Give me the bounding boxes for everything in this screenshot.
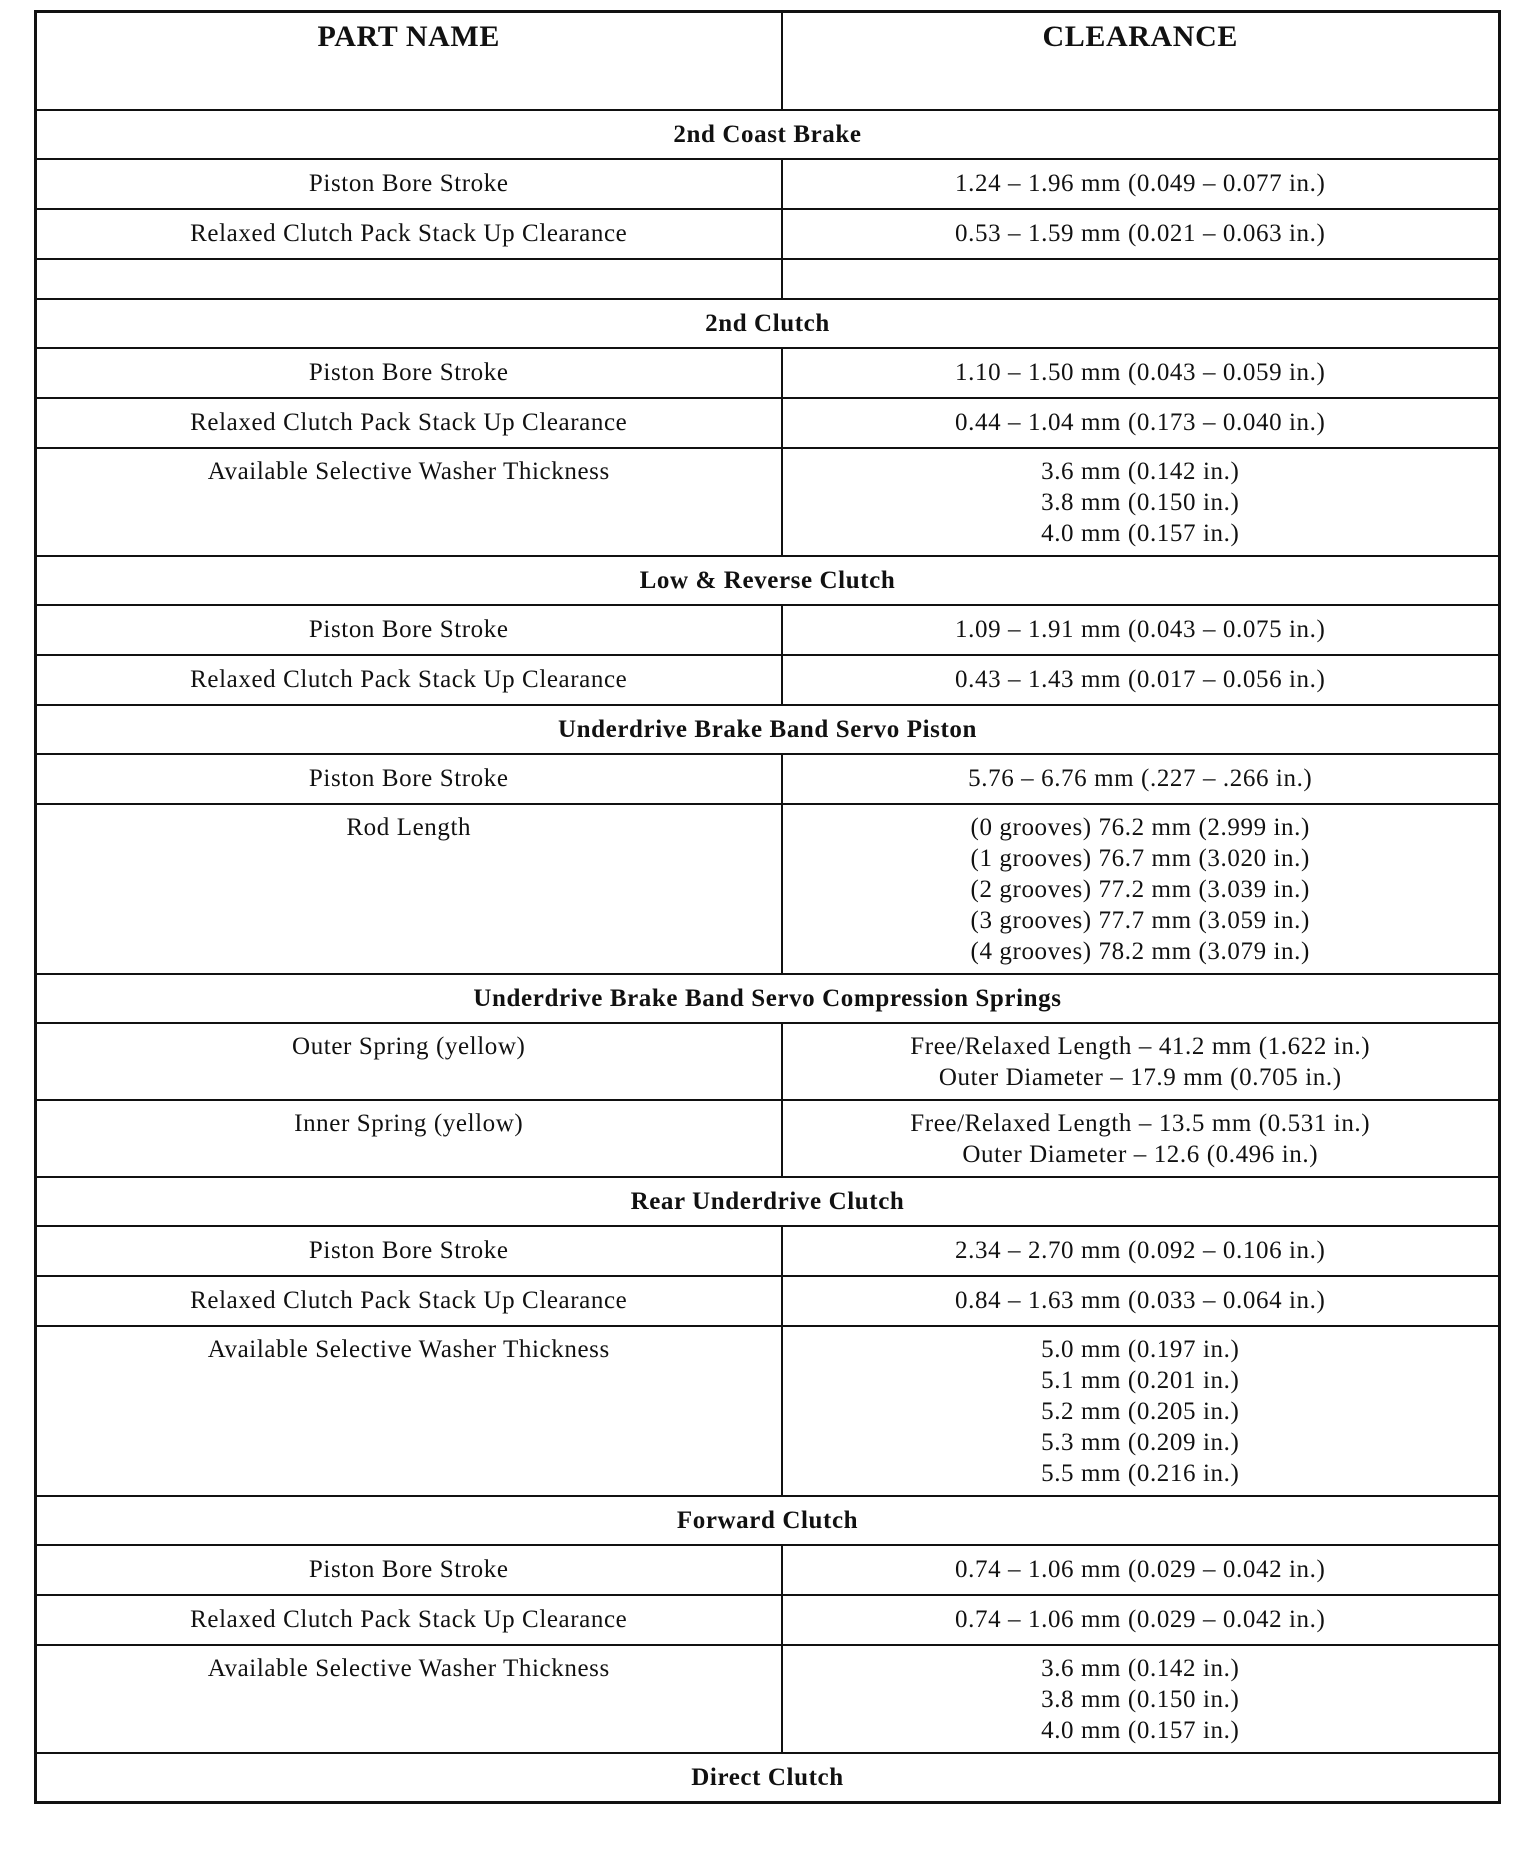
section-header-row — [36, 1496, 1500, 1545]
clearance-value: 3.6 mm (0.142 in.) — [1041, 457, 1240, 485]
clearance-cell — [782, 209, 1500, 259]
clearance-value: 5.1 mm (0.201 in.) — [1041, 1366, 1240, 1394]
clearance-cell — [782, 804, 1500, 974]
part-name-cell — [36, 259, 782, 299]
table-row — [36, 159, 1500, 209]
header-row — [36, 12, 1500, 110]
part-name-cell: Relaxed Clutch Pack Stack Up Clearance — [36, 1595, 782, 1645]
part-name-cell: Relaxed Clutch Pack Stack Up Clearance — [36, 1276, 782, 1326]
table-row — [36, 209, 1500, 259]
table-row — [36, 1326, 1500, 1496]
table-row — [36, 754, 1500, 804]
clearance-table — [34, 10, 1501, 1804]
table-row — [36, 448, 1500, 556]
clearance-cell — [782, 348, 1500, 398]
clearance-cell — [782, 448, 1500, 556]
table-row — [36, 398, 1500, 448]
clearance-value: 0.43 – 1.43 mm (0.017 – 0.056 in.) — [955, 666, 1326, 693]
table-row — [36, 655, 1500, 705]
clearance-cell — [782, 1645, 1500, 1753]
clearance-value: 0.74 – 1.06 mm (0.029 – 0.042 in.) — [955, 1606, 1326, 1633]
part-name-cell: Relaxed Clutch Pack Stack Up Clearance — [36, 209, 782, 259]
clearance-cell — [782, 655, 1500, 705]
clearance-cell — [782, 1595, 1500, 1645]
part-name-cell: Piston Bore Stroke — [36, 1545, 782, 1595]
clearance-cell — [782, 1276, 1500, 1326]
clearance-value: Outer Diameter – 12.6 (0.496 in.) — [962, 1140, 1319, 1168]
table-row — [36, 1645, 1500, 1753]
clearance-value: 2.34 – 2.70 mm (0.092 – 0.106 in.) — [955, 1237, 1326, 1264]
table-body — [36, 110, 1500, 1803]
table-row — [36, 1100, 1500, 1177]
part-name-cell: Inner Spring (yellow) — [36, 1100, 782, 1177]
part-name-cell: Outer Spring (yellow) — [36, 1023, 782, 1100]
clearance-value: 1.24 – 1.96 mm (0.049 – 0.077 in.) — [955, 170, 1326, 197]
part-name-cell: Piston Bore Stroke — [36, 1226, 782, 1276]
clearance-value: 0.74 – 1.06 mm (0.029 – 0.042 in.) — [955, 1556, 1326, 1583]
section-title: Direct Clutch — [36, 1753, 1500, 1803]
clearance-cell — [782, 1100, 1500, 1177]
part-name-cell: Available Selective Washer Thickness — [36, 448, 782, 556]
section-title: 2nd Clutch — [36, 299, 1500, 348]
table-row — [36, 1595, 1500, 1645]
section-title: Forward Clutch — [36, 1496, 1500, 1545]
table-row — [36, 1276, 1500, 1326]
part-name-cell: Piston Bore Stroke — [36, 159, 782, 209]
clearance-value: 3.8 mm (0.150 in.) — [1041, 1685, 1240, 1713]
clearance-cell — [782, 259, 1500, 299]
table-row — [36, 605, 1500, 655]
clearance-value: 1.09 – 1.91 mm (0.043 – 0.075 in.) — [955, 616, 1326, 643]
clearance-cell — [782, 398, 1500, 448]
part-name-cell: Relaxed Clutch Pack Stack Up Clearance — [36, 655, 782, 705]
section-header-row — [36, 974, 1500, 1023]
clearance-value: (3 grooves) 77.7 mm (3.059 in.) — [970, 906, 1310, 934]
clearance-cell — [782, 605, 1500, 655]
table-row — [36, 259, 1500, 299]
clearance-value: Free/Relaxed Length – 13.5 mm (0.531 in.) — [910, 1109, 1371, 1137]
clearance-cell — [782, 159, 1500, 209]
part-name-cell: Piston Bore Stroke — [36, 605, 782, 655]
clearance-value: 3.8 mm (0.150 in.) — [1041, 488, 1240, 516]
section-title: 2nd Coast Brake — [36, 110, 1500, 159]
section-header-row — [36, 1753, 1500, 1803]
clearance-value: (1 grooves) 76.7 mm (3.020 in.) — [970, 844, 1310, 872]
table-row — [36, 1226, 1500, 1276]
clearance-cell — [782, 1226, 1500, 1276]
clearance-value: 5.2 mm (0.205 in.) — [1041, 1397, 1240, 1425]
section-header-row — [36, 299, 1500, 348]
section-title: Underdrive Brake Band Servo Piston — [36, 705, 1500, 754]
clearance-value: 5.5 mm (0.216 in.) — [1041, 1459, 1240, 1487]
clearance-value: 4.0 mm (0.157 in.) — [1041, 519, 1240, 547]
clearance-specification-sheet — [34, 10, 1498, 1804]
clearance-value: 5.76 – 6.76 mm (.227 – .266 in.) — [968, 765, 1313, 792]
clearance-cell — [782, 754, 1500, 804]
clearance-value: 0.44 – 1.04 mm (0.173 – 0.040 in.) — [955, 409, 1326, 436]
clearance-value: 1.10 – 1.50 mm (0.043 – 0.059 in.) — [955, 359, 1326, 386]
clearance-value: 5.3 mm (0.209 in.) — [1041, 1428, 1240, 1456]
part-name-header: PART NAME — [36, 12, 782, 110]
clearance-value: 0.84 – 1.63 mm (0.033 – 0.064 in.) — [955, 1287, 1326, 1314]
section-header-row — [36, 110, 1500, 159]
section-title: Rear Underdrive Clutch — [36, 1177, 1500, 1226]
part-name-cell: Available Selective Washer Thickness — [36, 1645, 782, 1753]
clearance-value: 4.0 mm (0.157 in.) — [1041, 1716, 1240, 1744]
clearance-value: Outer Diameter – 17.9 mm (0.705 in.) — [938, 1063, 1342, 1091]
clearance-value: Free/Relaxed Length – 41.2 mm (1.622 in.) — [910, 1032, 1371, 1060]
section-title: Underdrive Brake Band Servo Compression Springs — [36, 974, 1500, 1023]
table-row — [36, 1545, 1500, 1595]
section-title: Low & Reverse Clutch — [36, 556, 1500, 605]
clearance-cell — [782, 1545, 1500, 1595]
clearance-cell — [782, 1023, 1500, 1100]
section-header-row — [36, 556, 1500, 605]
clearance-value: (4 grooves) 78.2 mm (3.079 in.) — [970, 937, 1310, 965]
table-row — [36, 804, 1500, 974]
part-name-cell: Piston Bore Stroke — [36, 348, 782, 398]
part-name-cell: Available Selective Washer Thickness — [36, 1326, 782, 1496]
clearance-header: CLEARANCE — [782, 12, 1500, 110]
part-name-cell: Rod Length — [36, 804, 782, 974]
clearance-value: (0 grooves) 76.2 mm (2.999 in.) — [970, 813, 1310, 841]
clearance-cell — [782, 1326, 1500, 1496]
part-name-cell: Relaxed Clutch Pack Stack Up Clearance — [36, 398, 782, 448]
clearance-value: 3.6 mm (0.142 in.) — [1041, 1654, 1240, 1682]
table-row — [36, 1023, 1500, 1100]
clearance-value: (2 grooves) 77.2 mm (3.039 in.) — [970, 875, 1310, 903]
section-header-row — [36, 705, 1500, 754]
clearance-value: 5.0 mm (0.197 in.) — [1041, 1335, 1240, 1363]
table-row — [36, 348, 1500, 398]
section-header-row — [36, 1177, 1500, 1226]
part-name-cell: Piston Bore Stroke — [36, 754, 782, 804]
clearance-value: 0.53 – 1.59 mm (0.021 – 0.063 in.) — [955, 220, 1326, 247]
